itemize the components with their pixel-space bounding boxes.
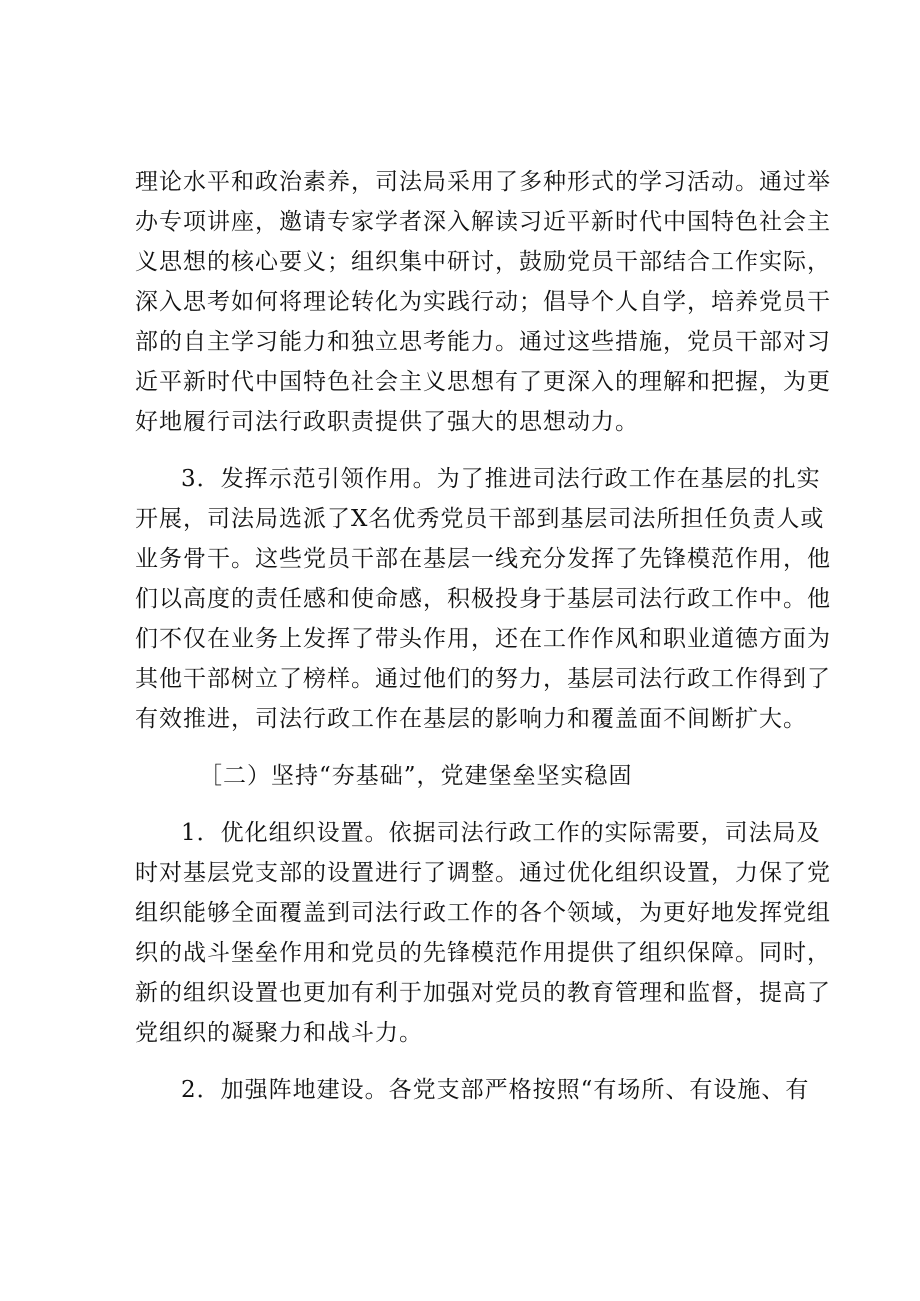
text-line: 组织能够全面覆盖到司法行政工作的各个领域，为更好地发挥党组	[135, 900, 831, 926]
text-line: 深入思考如何将理论转化为实践行动；倡导个人自学，培养党员干	[135, 289, 831, 315]
text-line: 3．发挥示范引领作用。为了推进司法行政工作在基层的扎实	[181, 466, 821, 492]
text-line: 好地履行司法行政职责提供了强大的思想动力。	[135, 409, 639, 435]
text-line: 新的组织设置也更加有利于加强对党员的教育管理和监督，提高了	[135, 980, 831, 1006]
text-line: 党组织的凝聚力和战斗力。	[135, 1020, 423, 1046]
section-heading-text: ［二）坚持“夯基础”，党建堡垒坚实稳固	[199, 763, 633, 789]
paragraph-item-3-exemplary-role	[135, 459, 831, 739]
paragraph-item-2-base-building	[135, 1070, 810, 1110]
text-line: 业务骨干。这些党员干部在基层一线充分发挥了先锋模范作用，他	[135, 546, 831, 572]
section-heading-2	[135, 756, 795, 796]
text-line: 其他干部树立了榜样。通过他们的努力，基层司法行政工作得到了	[135, 666, 831, 692]
text-line: 织的战斗堡垒作用和党员的先锋模范作用提供了组织保障。同时，	[135, 940, 831, 966]
text-line: 理论水平和政治素养，司法局采用了多种形式的学习活动。通过举	[135, 169, 831, 195]
text-line: 有效推进，司法行政工作在基层的影响力和覆盖面不间断扩大。	[135, 706, 807, 732]
text-line: 们不仅在业务上发挥了带头作用，还在工作作风和职业道德方面为	[135, 626, 831, 652]
paragraph-study-activities	[135, 162, 831, 442]
text-line: 部的自主学习能力和独立思考能力。通过这些措施，党员干部对习	[135, 329, 831, 355]
text-line: 开展，司法局选派了X名优秀党员干部到基层司法所担任负责人或	[135, 506, 825, 532]
paragraph-item-1-organization	[135, 813, 831, 1053]
document-body	[135, 162, 831, 1127]
text-line: 近平新时代中国特色社会主义思想有了更深入的理解和把握，为更	[135, 369, 831, 395]
text-line: 1．优化组织设置。依据司法行政工作的实际需要，司法局及	[181, 820, 821, 846]
text-line: 2．加强阵地建设。各党支部严格按照“有场所、有设施、有	[181, 1077, 810, 1103]
text-line: 义思想的核心要义；组织集中研讨，鼓励党员干部结合工作实际，	[135, 249, 831, 275]
text-line: 办专项讲座，邀请专家学者深入解读习近平新时代中国特色社会主	[135, 209, 831, 235]
text-line: 时对基层党支部的设置进行了调整。通过优化组织设置，力保了党	[135, 860, 831, 886]
text-line: 们以高度的责任感和使命感，积极投身于基层司法行政工作中。他	[135, 586, 831, 612]
